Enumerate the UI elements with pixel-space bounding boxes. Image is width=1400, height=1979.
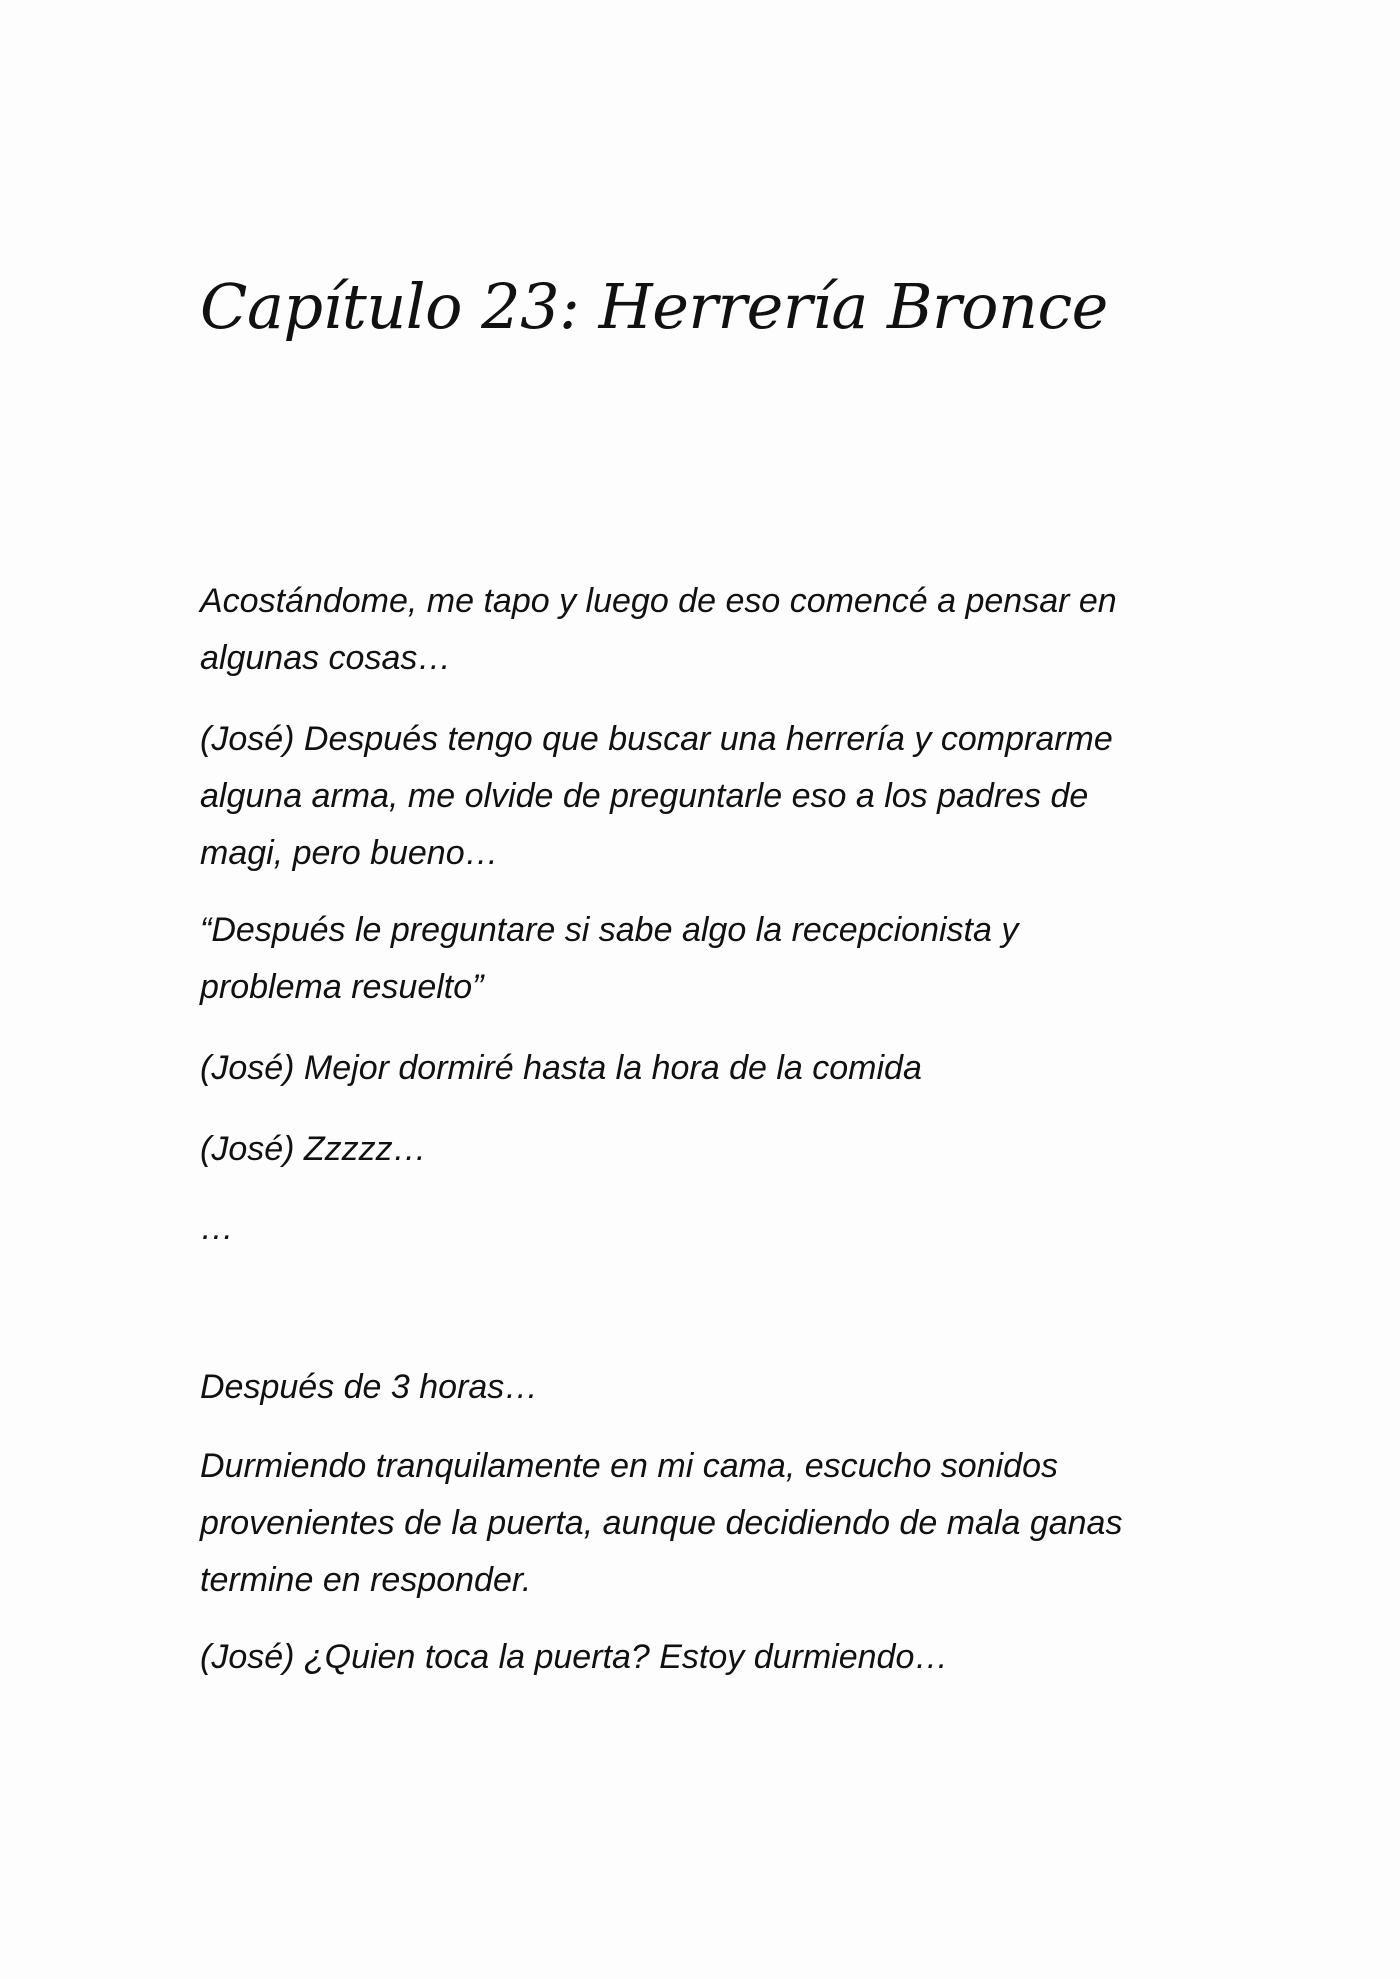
paragraph-3: [200, 902, 1220, 1016]
paragraph-line: (José) ¿Quien toca la puerta? Estoy durmiendo…: [200, 1638, 949, 1676]
paragraph-line: Después de 3 horas…: [200, 1368, 539, 1406]
chapter-title: Capítulo 23: Herrería Bronce: [200, 270, 1108, 343]
paragraph-line: …: [200, 1209, 234, 1247]
paragraph-line: (José) Después tengo que buscar una herrería y comprarme: [200, 720, 1113, 758]
paragraph-4: [200, 1040, 1220, 1097]
paragraph-9: [200, 1629, 1220, 1686]
paragraph-6: [200, 1200, 1220, 1257]
paragraph-line: (José) Mejor dormiré hasta la hora de la comida: [200, 1049, 922, 1087]
paragraph-line: magi, pero bueno…: [200, 834, 499, 872]
paragraph-line: Durmiendo tranquilamente en mi cama, escucho sonidos: [200, 1447, 1059, 1485]
paragraph-line: alguna arma, me olvide de preguntarle eso a los padres de: [200, 777, 1089, 815]
paragraph-line: (José) Zzzzz…: [200, 1130, 427, 1168]
paragraph-2: [200, 711, 1220, 882]
paragraph-line: problema resuelto”: [200, 968, 484, 1006]
paragraph-line: termine en responder.: [200, 1561, 532, 1599]
paragraph-7: [200, 1359, 1220, 1416]
paragraph-1: [200, 573, 1220, 687]
paragraph-5: [200, 1121, 1220, 1178]
paragraph-line: “Después le preguntare si sabe algo la recepcionista y: [200, 911, 1019, 949]
paragraph-line: algunas cosas…: [200, 639, 452, 677]
paragraph-8: [200, 1438, 1220, 1609]
paragraph-line: provenientes de la puerta, aunque decidiendo de mala ganas: [200, 1504, 1123, 1542]
paragraph-line: Acostándome, me tapo y luego de eso comencé a pensar en: [200, 582, 1117, 620]
